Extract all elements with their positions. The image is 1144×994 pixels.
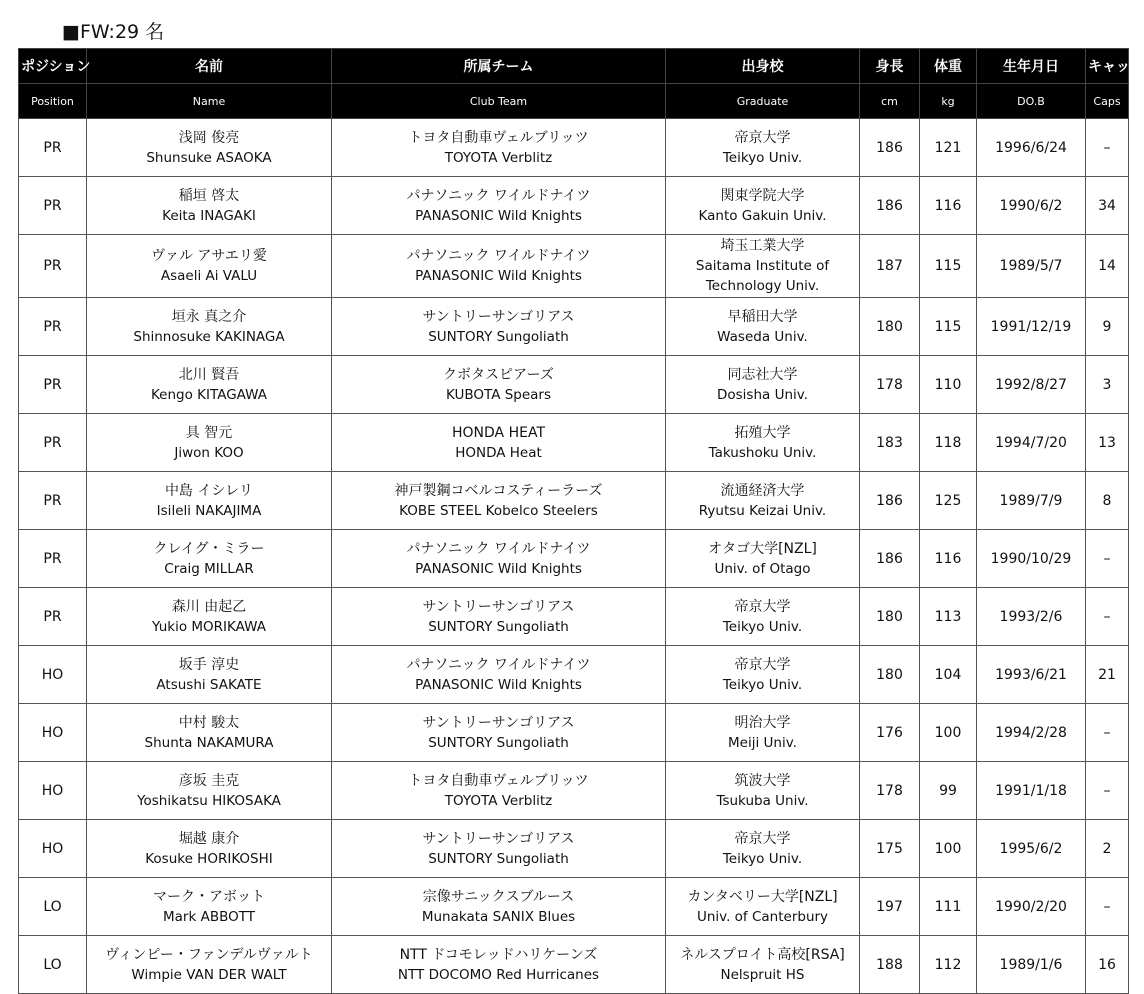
graduate-cell-line: Waseda Univ.: [717, 328, 808, 345]
graduate-cell-line: 明治大学: [734, 714, 791, 731]
position-cell: PR: [19, 119, 87, 177]
club-team-cell-line: KUBOTA Spears: [445, 386, 552, 403]
graduate-cell: [666, 704, 860, 762]
dob-cell: 1990/10/29: [977, 530, 1086, 588]
graduate-cell: [666, 414, 860, 472]
graduate-cell-line: 帝京大学: [734, 129, 791, 146]
name-cell-line: 浅岡 俊亮: [178, 129, 240, 146]
caps-cell: 9: [1086, 298, 1129, 356]
table-row: [19, 472, 1129, 530]
roster-table: [18, 48, 1144, 994]
name-cell-line: Shunta NAKAMURA: [144, 734, 274, 751]
height-cell: 197: [860, 878, 920, 936]
dob-cell: 1993/2/6: [977, 588, 1086, 646]
dob-cell: 1994/7/20: [977, 414, 1086, 472]
height-cell: 186: [860, 472, 920, 530]
graduate-cell: [666, 235, 860, 298]
name-cell-line: Asaeli Ai VALU: [160, 268, 258, 284]
club-team-cell-line: NTT DOCOMO Red Hurricanes: [397, 966, 600, 983]
club-team-cell-line: SUNTORY Sungoliath: [428, 734, 569, 751]
column-header: Graduate: [666, 84, 860, 119]
dob-cell: 1990/2/20: [977, 878, 1086, 936]
column-header: ポジション: [19, 49, 87, 84]
column-header: 身長: [860, 49, 920, 84]
column-header: Club Team: [332, 84, 666, 119]
table-row: [19, 298, 1129, 356]
name-cell-line: Isileli NAKAJIMA: [156, 502, 262, 519]
club-team-cell-line: クボタスピアーズ: [443, 366, 554, 383]
club-team-cell-line: PANASONIC Wild Knights: [415, 676, 582, 693]
club-team-cell: [332, 298, 666, 356]
graduate-cell: [666, 646, 860, 704]
graduate-cell: [666, 936, 860, 994]
dob-cell: 1990/6/2: [977, 177, 1086, 235]
club-team-cell: [332, 820, 666, 878]
club-team-cell-line: TOYOTA Verblitz: [444, 792, 553, 809]
caps-cell: 34: [1086, 177, 1129, 235]
column-header: Name: [87, 84, 332, 119]
table-row: [19, 356, 1129, 414]
column-header: cm: [860, 84, 920, 119]
name-cell-line: Kosuke HORIKOSHI: [145, 850, 273, 867]
graduate-cell-line: 帝京大学: [734, 830, 791, 847]
club-team-cell-line: SUNTORY Sungoliath: [428, 618, 569, 635]
position-cell: HO: [19, 820, 87, 878]
name-cell: [87, 820, 332, 878]
height-cell: 183: [860, 414, 920, 472]
club-team-cell-line: サントリーサンゴリアス: [422, 714, 575, 731]
name-cell-line: ヴァル アサエリ愛: [151, 248, 267, 264]
graduate-cell-line: Meiji Univ.: [728, 734, 797, 751]
position-cell: PR: [19, 472, 87, 530]
graduate-cell-line: 帝京大学: [734, 656, 791, 673]
name-cell-line: 中島 イシレリ: [164, 482, 254, 499]
club-team-cell-line: SUNTORY Sungoliath: [428, 328, 569, 345]
weight-cell: 121: [920, 119, 977, 177]
name-cell-line: 垣永 真之介: [171, 308, 247, 325]
position-cell: LO: [19, 878, 87, 936]
dob-cell: 1995/6/2: [977, 820, 1086, 878]
club-team-cell-line: サントリーサンゴリアス: [422, 830, 575, 847]
column-header: 名前: [87, 49, 332, 84]
dob-cell: 1989/5/7: [977, 235, 1086, 298]
position-cell: PR: [19, 235, 87, 298]
graduate-cell-line: 早稲田大学: [727, 308, 798, 325]
position-cell: PR: [19, 298, 87, 356]
graduate-cell: [666, 472, 860, 530]
caps-cell: –: [1086, 704, 1129, 762]
club-team-cell-line: トヨタ自動車ヴェルブリッツ: [408, 772, 589, 789]
graduate-cell: [666, 298, 860, 356]
position-cell: PR: [19, 356, 87, 414]
club-team-cell-line: PANASONIC Wild Knights: [415, 207, 582, 224]
graduate-cell-line: Nelspruit HS: [720, 966, 805, 983]
graduate-cell-line: Takushoku Univ.: [708, 444, 817, 461]
caps-cell: 14: [1086, 235, 1129, 298]
graduate-cell: [666, 119, 860, 177]
caps-cell: –: [1086, 878, 1129, 936]
position-cell: PR: [19, 414, 87, 472]
name-cell-line: Yoshikatsu HIKOSAKA: [137, 792, 281, 809]
table-row: [19, 646, 1129, 704]
height-cell: 180: [860, 588, 920, 646]
header-row-english: [19, 84, 1129, 119]
caps-cell: –: [1086, 530, 1129, 588]
name-cell-line: 堀越 康介: [178, 830, 240, 847]
name-cell: [87, 414, 332, 472]
dob-cell: 1991/1/18: [977, 762, 1086, 820]
position-cell: PR: [19, 530, 87, 588]
caps-cell: 16: [1086, 936, 1129, 994]
table-row: [19, 414, 1129, 472]
name-cell-line: 北川 賢吾: [178, 366, 240, 383]
section-heading: ■FW:29 名: [62, 21, 165, 43]
club-team-cell-line: NTT ドコモレッドハリケーンズ: [399, 946, 598, 963]
name-cell: [87, 235, 332, 298]
name-cell: [87, 646, 332, 704]
name-cell: [87, 472, 332, 530]
name-cell-line: クレイグ・ミラー: [153, 540, 265, 557]
height-cell: 175: [860, 820, 920, 878]
graduate-cell-line: 拓殖大学: [734, 424, 791, 441]
table-row: [19, 235, 1129, 298]
roster-body: [19, 119, 1129, 994]
dob-cell: 1994/2/28: [977, 704, 1086, 762]
dob-cell: 1996/6/24: [977, 119, 1086, 177]
height-cell: 186: [860, 177, 920, 235]
table-row: [19, 820, 1129, 878]
weight-cell: 110: [920, 356, 977, 414]
club-team-cell: [332, 235, 666, 298]
graduate-cell-line: Teikyo Univ.: [722, 676, 803, 693]
column-header: 生年月日: [977, 49, 1086, 84]
graduate-cell-line: Univ. of Otago: [714, 560, 811, 577]
caps-cell: –: [1086, 762, 1129, 820]
club-team-cell: [332, 762, 666, 820]
club-team-cell: [332, 177, 666, 235]
column-header: 所属チーム: [332, 49, 666, 84]
graduate-cell-line: Tsukuba Univ.: [716, 792, 809, 809]
position-cell: LO: [19, 936, 87, 994]
club-team-cell-line: トヨタ自動車ヴェルブリッツ: [408, 129, 589, 146]
club-team-cell: [332, 704, 666, 762]
graduate-cell: [666, 588, 860, 646]
club-team-cell: [332, 936, 666, 994]
name-cell: [87, 762, 332, 820]
name-cell-line: 坂手 淳史: [178, 656, 240, 673]
column-header: 出身校: [666, 49, 860, 84]
club-team-cell-line: HONDA HEAT: [452, 424, 545, 441]
name-cell-line: Shunsuke ASAOKA: [146, 149, 272, 166]
caps-cell: 2: [1086, 820, 1129, 878]
graduate-cell-line: Teikyo Univ.: [722, 149, 803, 166]
name-cell: [87, 298, 332, 356]
name-cell-line: 具 智元: [185, 424, 233, 441]
weight-cell: 99: [920, 762, 977, 820]
club-team-cell-line: SUNTORY Sungoliath: [428, 850, 569, 867]
table-row: [19, 762, 1129, 820]
graduate-cell-line: オタゴ大学[NZL]: [708, 540, 817, 557]
name-cell-line: 稲垣 啓太: [178, 187, 240, 204]
club-team-cell-line: パナソニック ワイルドナイツ: [406, 187, 591, 204]
name-cell-line: 彦坂 圭克: [178, 772, 240, 789]
graduate-cell-line: 関東学院大学: [720, 187, 805, 204]
position-cell: PR: [19, 588, 87, 646]
club-team-cell: [332, 414, 666, 472]
height-cell: 180: [860, 298, 920, 356]
name-cell: [87, 878, 332, 936]
graduate-cell-line: 同志社大学: [727, 366, 798, 383]
table-row: [19, 878, 1129, 936]
column-header: 体重: [920, 49, 977, 84]
weight-cell: 116: [920, 177, 977, 235]
graduate-cell: [666, 177, 860, 235]
position-cell: HO: [19, 704, 87, 762]
club-team-cell-line: サントリーサンゴリアス: [422, 598, 575, 615]
name-cell: [87, 704, 332, 762]
graduate-cell-line: Saitama Institute of: [695, 258, 830, 274]
weight-cell: 111: [920, 878, 977, 936]
graduate-cell: [666, 356, 860, 414]
weight-cell: 113: [920, 588, 977, 646]
club-team-cell-line: HONDA Heat: [455, 444, 542, 461]
club-team-cell-line: KOBE STEEL Kobelco Steelers: [399, 502, 598, 519]
column-header: DO.B: [977, 84, 1086, 119]
caps-cell: 8: [1086, 472, 1129, 530]
table-row: [19, 177, 1129, 235]
graduate-cell-line: Dosisha Univ.: [716, 386, 808, 403]
weight-cell: 125: [920, 472, 977, 530]
graduate-cell-line: 筑波大学: [734, 772, 791, 789]
club-team-cell-line: Munakata SANIX Blues: [421, 908, 576, 925]
graduate-cell-line: ネルスプロイト高校[RSA]: [680, 946, 845, 963]
club-team-cell: [332, 119, 666, 177]
position-cell: HO: [19, 646, 87, 704]
club-team-cell-line: PANASONIC Wild Knights: [415, 560, 582, 577]
name-cell-line: Mark ABBOTT: [163, 908, 255, 925]
table-row: [19, 936, 1129, 994]
position-cell: PR: [19, 177, 87, 235]
caps-cell: 13: [1086, 414, 1129, 472]
dob-cell: 1992/8/27: [977, 356, 1086, 414]
column-header: kg: [920, 84, 977, 119]
club-team-cell: [332, 356, 666, 414]
name-cell-line: Yukio MORIKAWA: [152, 618, 266, 635]
height-cell: 186: [860, 530, 920, 588]
name-cell-line: ヴィンピー・ファンデルヴァルト: [105, 946, 313, 963]
weight-cell: 104: [920, 646, 977, 704]
height-cell: 187: [860, 235, 920, 298]
weight-cell: 116: [920, 530, 977, 588]
table-row: [19, 119, 1129, 177]
club-team-cell-line: パナソニック ワイルドナイツ: [406, 656, 591, 673]
dob-cell: 1991/12/19: [977, 298, 1086, 356]
name-cell-line: マーク・アボット: [153, 888, 265, 905]
club-team-cell-line: PANASONIC Wild Knights: [415, 268, 582, 284]
name-cell-line: Jiwon KOO: [174, 444, 244, 461]
name-cell-line: Kengo KITAGAWA: [151, 386, 267, 403]
height-cell: 176: [860, 704, 920, 762]
graduate-cell-line: 流通経済大学: [720, 482, 805, 499]
column-header: Caps: [1086, 84, 1129, 119]
height-cell: 178: [860, 356, 920, 414]
graduate-cell-line: 埼玉工業大学: [720, 238, 805, 254]
club-team-cell: [332, 588, 666, 646]
height-cell: 178: [860, 762, 920, 820]
name-cell: [87, 177, 332, 235]
column-header: キャップ: [1086, 49, 1129, 84]
weight-cell: 112: [920, 936, 977, 994]
name-cell: [87, 936, 332, 994]
name-cell-line: Wimpie VAN DER WALT: [131, 966, 287, 983]
club-team-cell-line: パナソニック ワイルドナイツ: [406, 540, 591, 557]
caps-cell: –: [1086, 588, 1129, 646]
club-team-cell-line: 神戸製鋼コベルコスティーラーズ: [394, 482, 603, 499]
dob-cell: 1989/7/9: [977, 472, 1086, 530]
name-cell-line: 森川 由起乙: [171, 598, 247, 615]
club-team-cell: [332, 530, 666, 588]
club-team-cell: [332, 878, 666, 936]
graduate-cell-line: 帝京大学: [734, 598, 791, 615]
graduate-cell: [666, 820, 860, 878]
name-cell-line: Craig MILLAR: [164, 560, 254, 577]
weight-cell: 118: [920, 414, 977, 472]
name-cell-line: 中村 駿太: [178, 714, 240, 731]
graduate-cell-line: Technology Univ.: [705, 278, 820, 294]
graduate-cell-line: Kanto Gakuin Univ.: [698, 207, 827, 224]
graduate-cell: [666, 530, 860, 588]
graduate-cell-line: Univ. of Canterbury: [696, 908, 829, 925]
dob-cell: 1989/1/6: [977, 936, 1086, 994]
table-row: [19, 704, 1129, 762]
weight-cell: 100: [920, 820, 977, 878]
caps-cell: 3: [1086, 356, 1129, 414]
club-team-cell: [332, 472, 666, 530]
name-cell: [87, 356, 332, 414]
graduate-cell: [666, 878, 860, 936]
table-row: [19, 530, 1129, 588]
column-header: Position: [19, 84, 87, 119]
height-cell: 188: [860, 936, 920, 994]
table-row: [19, 588, 1129, 646]
name-cell: [87, 588, 332, 646]
graduate-cell-line: Teikyo Univ.: [722, 850, 803, 867]
name-cell-line: Shinnosuke KAKINAGA: [133, 328, 285, 345]
header-row-japanese: [19, 49, 1129, 84]
height-cell: 180: [860, 646, 920, 704]
name-cell-line: Atsushi SAKATE: [156, 676, 262, 693]
weight-cell: 115: [920, 298, 977, 356]
weight-cell: 100: [920, 704, 977, 762]
graduate-cell: [666, 762, 860, 820]
graduate-cell-line: カンタベリー大学[NZL]: [687, 888, 838, 905]
caps-cell: 21: [1086, 646, 1129, 704]
dob-cell: 1993/6/21: [977, 646, 1086, 704]
caps-cell: –: [1086, 119, 1129, 177]
graduate-cell-line: Teikyo Univ.: [722, 618, 803, 635]
club-team-cell-line: TOYOTA Verblitz: [444, 149, 553, 166]
name-cell-line: Keita INAGAKI: [162, 207, 256, 224]
name-cell: [87, 119, 332, 177]
club-team-cell-line: パナソニック ワイルドナイツ: [406, 248, 591, 264]
club-team-cell-line: サントリーサンゴリアス: [422, 308, 575, 325]
club-team-cell: [332, 646, 666, 704]
club-team-cell-line: 宗像サニックスブルース: [422, 888, 575, 905]
height-cell: 186: [860, 119, 920, 177]
name-cell: [87, 530, 332, 588]
weight-cell: 115: [920, 235, 977, 298]
position-cell: HO: [19, 762, 87, 820]
graduate-cell-line: Ryutsu Keizai Univ.: [698, 502, 827, 519]
